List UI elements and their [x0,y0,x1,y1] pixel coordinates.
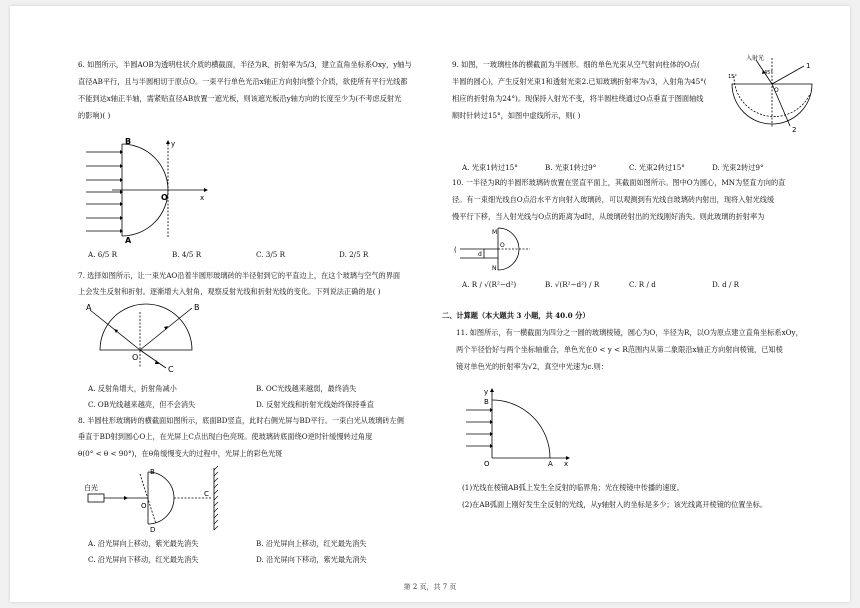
q10-label-d: d [478,251,482,258]
q11-label-A: A [548,460,553,468]
q11-line-1: 11. 如图所示，有一横截面为四分之一圆的玻璃棱镜，圆心为O，半径为R，以O为原点建立直角坐标系xOy， [456,328,803,337]
q10-line-3: 慢平行下移，当入射光线与O点的距离为d时，从玻璃砖射出的光线刚好消失。则此玻璃的折射率为 [452,212,765,221]
q9-label-beam-2: 2 [792,126,797,134]
q8-option-b[interactable]: B. 沿光屏向上移动，红光最先消失 [256,539,367,548]
q7-line-2: 上会发生反射和折射。逐渐增大入射角，观察反射光线和折射光线的变化。下列说法正确的是( ) [78,287,381,296]
q9-option-d[interactable]: D. 光束2转过9° [712,163,764,172]
q11-sub-2: (2)在AB弧面上刚好发生全反射的光线，从y轴射入的坐标是多少；该光线离开棱镜的位置坐标。 [462,500,768,509]
q8-label-B: B [150,468,155,476]
exam-page [10,6,850,602]
q6-line-2: 直径AB平行，且与半圆相切于原点O。一束平行单色光沿x轴正方向射向整个介质，欲使所有平行光线都 [78,77,408,86]
q9-label-O: O [774,87,779,94]
q8-option-a[interactable]: A. 沿光屏向上移动，紫光最先消失 [88,539,199,548]
q7-label-O: O [132,353,139,362]
q8-label-O: O [141,502,147,510]
q8-line-2: 垂直于BD射到圆心O上，在光屏上C点出现白色亮斑。使玻璃砖底面绕O逆时针缓慢转过角度 [78,432,373,441]
q6-option-a[interactable]: A. 6/5 R [88,250,118,259]
q7-option-b[interactable]: B. OC光线越来越弱，最终消失 [256,384,357,393]
q9-label-incident: 入射光 [746,55,765,62]
page-footer: 第 2 页，共 7 页 [403,583,457,591]
q10-label-O: O [500,242,505,249]
q6-label-y: y [171,140,176,148]
q6-label-B: B [125,137,132,146]
q8-option-c[interactable]: C. 沿光屏向下移动，红光最先消失 [88,555,199,564]
q11-label-B: B [484,398,489,406]
q9-label-15: 15° [728,74,737,80]
q10-line-1: 10. 一半径为R的半圆形玻璃砖放置在竖直平面上，其截面如图所示。图中O为圆心，MN为竖直方向的直 [452,178,786,187]
q6-option-d[interactable]: D. 2/5 R [339,250,369,259]
q6-line-3: 不能到达x轴正半轴，需紧贴直径AB放置一遮光板，则该遮光板沿y轴方向的长度至少为(不考虑反射光 [78,94,402,103]
q7-label-C: C [168,365,174,374]
q11-sub-1: (1)光线在棱镜AB弧上发生全反射的临界角；光在棱镜中传播的速度。 [462,483,684,492]
q6-option-b[interactable]: B. 4/5 R [172,250,202,259]
q10-line-2: 径。有一束细光线自O点沿水平方向射入玻璃砖，可以观测到有光线自玻璃砖内射出，现将入射光线缓 [452,195,775,204]
q7-label-A: A [86,303,92,312]
q8-line-3: θ(0° < θ < 90°)，在θ角缓慢变大的过程中，光屏上的彩色光斑 [78,449,283,458]
q9-line-2: 半圆的圆心)，产生反射光束1和透射光束2.已知玻璃折射率为√3，入射角为45°( [452,77,707,86]
q9-label-beam-1: 1 [806,62,811,70]
q11-label-x: x [564,460,569,468]
q11-line-3: 镜对单色光的折射率为√2，真空中光速为c.则： [456,362,609,371]
q11-line-2: 两个半径恰好与两个坐标轴重合，单色光在0 < y < R范围内从第二象限沿x轴正方向射向棱镜，已知棱 [456,345,783,354]
q6-figure [82,134,212,244]
q6-label-x: x [200,194,205,202]
q10-bracket: ( [454,246,457,254]
q11-label-O: O [484,460,490,468]
q10-label-N: N [492,265,497,272]
q8-label-D: D [150,526,156,534]
q7-option-d[interactable]: D. 反射光线和折射光线始终保持垂直 [256,400,374,409]
q7-option-a[interactable]: A. 反射角增大，折射角减小 [88,384,177,393]
q9-figure [728,54,818,134]
q7-label-B: B [194,303,200,312]
q9-option-c[interactable]: C. 光束2转过15° [629,163,685,172]
q10-option-b[interactable]: B. √(R²−d²) / R [545,280,600,289]
q8-label-C: C [204,490,209,498]
q8-option-d[interactable]: D. 沿光屏向下移动，紫光最先消失 [256,555,367,564]
q9-line-3: 相应的折射角为24°)。现保持入射光不变，将半圆柱绕通过O点垂直于图面轴线 [452,94,704,103]
q7-option-c[interactable]: C. OB光线越来越亮，但不会消失 [88,400,196,409]
q6-line-1: 6. 如图所示，半圆AOB为透明柱状介质的横截面，半径为R，折射率为5/3，建立直角坐标系Oxy，y轴与 [78,60,412,69]
section-heading-calculation: 二、计算题（本大题共 3 小题，共 40.0 分） [442,311,590,320]
q11-figure [462,388,572,468]
q9-line-4: 顺时针转过15°，如图中虚线所示，则( ) [452,111,581,120]
q9-line-1: 9. 如图，一玻璃柱体的横截面为半圆形。细的单色光束从空气射向柱体的O点( [452,60,700,69]
q6-label-O: O [161,193,168,202]
q10-option-c[interactable]: C. R / d [629,280,656,289]
q6-label-A: A [125,236,132,244]
q8-line-1: 8. 半圆柱形玻璃砖的横截面如图所示，底面BD竖直，此时右侧光屏与BD平行。一束白光从玻璃砖左侧 [78,416,404,425]
q10-option-a[interactable]: A. R / √(R²−d²) [462,280,517,289]
q6-line-4: 的影响)( ) [78,111,111,120]
q10-figure [454,226,534,272]
q6-option-c[interactable]: C. 3/5 R [256,250,286,259]
q7-line-1: 7. 选择如图所示，让一束光AO沿着半圆形玻璃砖的半径射到它的平直边上，在这个玻璃与空气的界面 [78,271,401,280]
q10-option-d[interactable]: D. d / R [712,280,740,289]
q10-label-M: M [492,229,498,236]
q8-figure [78,464,238,536]
q9-option-b[interactable]: B. 光束1转过9° [545,163,597,172]
q9-label-45: 45° [764,70,773,76]
q9-option-a[interactable]: A. 光束1转过15° [462,163,518,172]
q7-figure [80,302,210,374]
q8-label-white-light: 白光 [84,484,98,492]
q11-label-y: y [484,388,489,396]
